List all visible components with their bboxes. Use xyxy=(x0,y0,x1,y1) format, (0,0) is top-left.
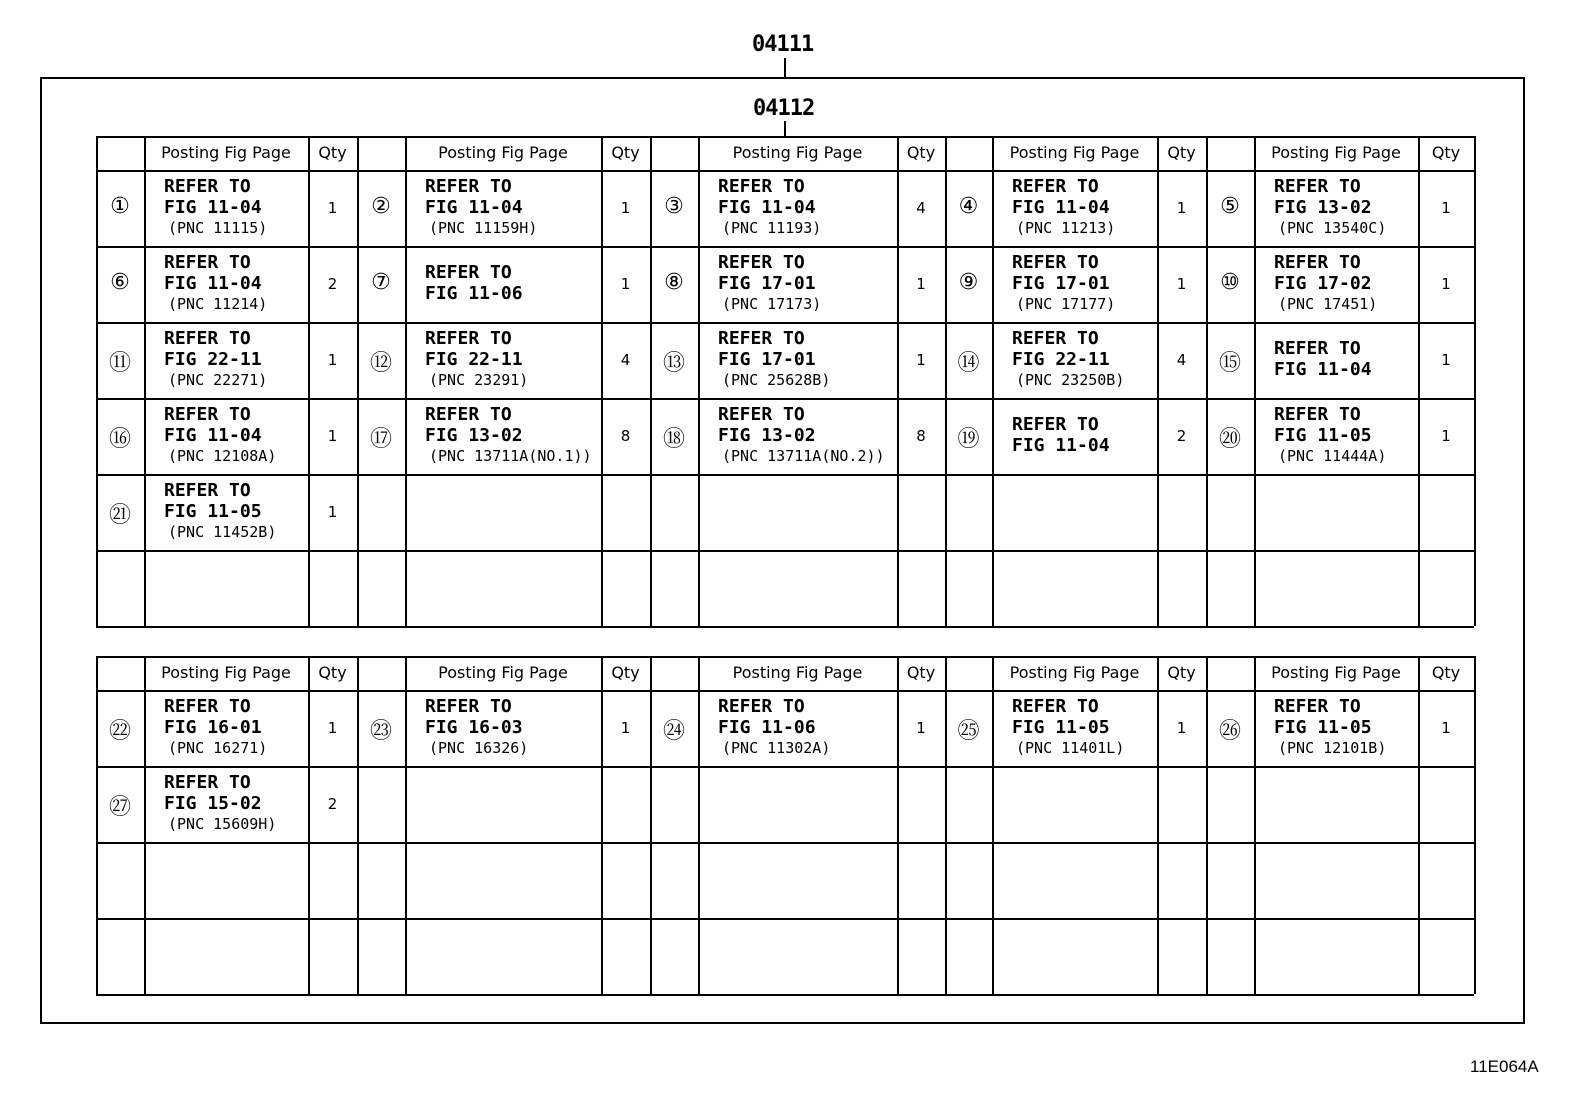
pnc-text: (PNC 16271) xyxy=(168,738,268,757)
qty-value: 1 xyxy=(916,719,926,737)
pnc-text: (PNC 13540C) xyxy=(1278,218,1387,237)
table-grid-vline xyxy=(1418,656,1420,994)
qty-value: 1 xyxy=(327,199,338,217)
pnc-text: (PNC 17451) xyxy=(1278,294,1378,313)
table-grid-hline xyxy=(96,690,1474,692)
refer-to-text: REFER TO xyxy=(425,327,512,349)
reference-cell xyxy=(718,696,830,759)
reference-cell xyxy=(164,772,276,835)
fig-reference-link[interactable]: FIG 11-06 xyxy=(425,283,523,304)
fig-reference-link[interactable]: FIG 11-05 xyxy=(1012,716,1110,738)
qty-value: 2 xyxy=(1176,427,1187,445)
table-grid-vline xyxy=(405,656,407,994)
fig-reference-link[interactable]: FIG 11-05 xyxy=(164,500,262,522)
pnc-text: (PNC 12108A) xyxy=(168,446,277,465)
table-grid-vline xyxy=(897,656,899,994)
item-callout-number: ⑯ xyxy=(108,427,131,452)
table-grid-hline xyxy=(96,994,1474,996)
table-grid-vline xyxy=(992,656,994,994)
reference-cell xyxy=(1274,176,1386,239)
header-qty: Qty xyxy=(318,663,347,682)
fig-reference-link[interactable]: FIG 16-01 xyxy=(164,716,262,738)
header-posting-fig-page: Posting Fig Page xyxy=(161,143,291,162)
table-grid-vline xyxy=(405,136,407,626)
qty-value: 4 xyxy=(916,199,926,217)
reference-cell xyxy=(164,328,267,391)
refer-to-text: REFER TO xyxy=(718,695,805,717)
item-callout-number: ⑩ xyxy=(1220,270,1240,295)
refer-to-text: REFER TO xyxy=(164,771,251,793)
refer-to-text: REFER TO xyxy=(164,327,251,349)
pnc-text: (PNC 11452B) xyxy=(168,522,277,541)
refer-to-text: REFER TO xyxy=(718,327,805,349)
qty-value: 1 xyxy=(1176,199,1187,217)
pnc-text: (PNC 25628B) xyxy=(722,370,831,389)
assembly-label-inner: 04112 xyxy=(753,96,815,121)
item-callout-number: ① xyxy=(110,194,130,219)
table-grid-hline xyxy=(96,842,1474,844)
fig-reference-link[interactable]: FIG 11-04 xyxy=(164,196,262,218)
qty-value: 1 xyxy=(327,351,338,369)
refer-to-text: REFER TO xyxy=(1274,695,1361,717)
header-qty: Qty xyxy=(611,663,640,682)
header-qty: Qty xyxy=(906,143,936,162)
table-grid-hline xyxy=(96,550,1474,552)
pnc-text: (PNC 23250B) xyxy=(1016,370,1125,389)
refer-to-text: REFER TO xyxy=(164,175,251,197)
pnc-text: (PNC 13711A(NO.2)) xyxy=(722,446,885,465)
refer-to-text: REFER TO xyxy=(1012,695,1099,717)
qty-value: 1 xyxy=(620,719,631,737)
header-qty: Qty xyxy=(318,143,347,162)
reference-cell xyxy=(425,176,537,239)
pnc-text: (PNC 17173) xyxy=(722,294,822,313)
item-callout-number: ③ xyxy=(664,194,684,219)
pnc-text: (PNC 12101B) xyxy=(1278,738,1387,757)
table-grid-vline xyxy=(308,656,310,994)
qty-value: 1 xyxy=(1176,275,1187,293)
reference-cell xyxy=(718,404,885,467)
pnc-text: (PNC 11193) xyxy=(722,218,822,237)
table-grid-hline xyxy=(96,626,1474,628)
pnc-text: (PNC 11444A) xyxy=(1278,446,1387,465)
table-grid-vline xyxy=(601,656,603,994)
reference-cell xyxy=(425,696,528,759)
refer-to-text: REFER TO xyxy=(1012,175,1099,197)
table-grid-vline xyxy=(945,656,947,994)
table-grid-vline xyxy=(1157,656,1159,994)
refer-to-text: REFER TO xyxy=(718,251,805,273)
fig-reference-link[interactable]: FIG 11-04 xyxy=(164,272,262,294)
pnc-text: (PNC 11401L) xyxy=(1016,738,1125,757)
pnc-text: (PNC 11115) xyxy=(168,218,268,237)
table-grid-vline xyxy=(698,656,700,994)
refer-to-text: REFER TO xyxy=(1274,175,1361,197)
header-qty: Qty xyxy=(611,143,640,162)
qty-value: 1 xyxy=(620,199,631,217)
header-posting-fig-page: Posting Fig Page xyxy=(1009,143,1140,162)
qty-value: 1 xyxy=(1441,199,1451,217)
inner-connector-line xyxy=(784,121,786,137)
table-grid-hline xyxy=(96,766,1474,768)
table-grid-vline xyxy=(144,136,146,626)
qty-value: 1 xyxy=(916,275,926,293)
pnc-text: (PNC 11214) xyxy=(168,294,268,313)
fig-reference-link[interactable]: FIG 13-02 xyxy=(718,424,816,446)
item-callout-number: ④ xyxy=(958,194,979,219)
refer-to-text: REFER TO xyxy=(1274,403,1361,425)
reference-cell xyxy=(164,176,267,239)
refer-to-text: REFER TO xyxy=(1012,251,1099,273)
header-posting-fig-page: Posting Fig Page xyxy=(732,143,863,162)
refer-to-text: REFER TO xyxy=(164,251,251,273)
table-grid-vline xyxy=(650,656,652,994)
reference-cell xyxy=(1012,414,1110,456)
table-grid-vline xyxy=(1474,136,1476,626)
reference-cell xyxy=(1012,176,1115,239)
header-qty: Qty xyxy=(1167,663,1196,682)
figure-code: 11E064A xyxy=(1470,1057,1539,1076)
qty-value: 1 xyxy=(327,719,338,737)
item-callout-number: ⑧ xyxy=(664,270,684,295)
fig-reference-link[interactable]: FIG 11-04 xyxy=(1274,359,1372,380)
qty-value: 1 xyxy=(1441,275,1451,293)
fig-reference-link[interactable]: FIG 11-04 xyxy=(164,424,262,446)
fig-reference-link[interactable]: FIG 13-02 xyxy=(425,424,523,446)
header-posting-fig-page: Posting Fig Page xyxy=(161,663,291,682)
assembly-label-outer: 04111 xyxy=(752,32,814,57)
pnc-text: (PNC 11159H) xyxy=(429,218,538,237)
item-callout-number: ⑬ xyxy=(662,351,685,376)
fig-reference-link[interactable]: FIG 17-01 xyxy=(718,272,816,294)
refer-to-text: REFER TO xyxy=(164,403,251,425)
item-callout-number: ㉗ xyxy=(108,795,131,820)
refer-to-text: REFER TO xyxy=(425,262,512,283)
qty-value: 1 xyxy=(916,351,926,369)
reference-cell xyxy=(1274,404,1386,467)
outer-connector-line xyxy=(784,58,786,78)
qty-value: 1 xyxy=(620,275,631,293)
qty-value: 1 xyxy=(1176,719,1187,737)
qty-value: 1 xyxy=(327,503,338,521)
refer-to-text: REFER TO xyxy=(1012,327,1099,349)
refer-to-text: REFER TO xyxy=(425,695,512,717)
item-callout-number: ⑤ xyxy=(1220,194,1240,219)
fig-reference-link[interactable]: FIG 11-04 xyxy=(718,196,816,218)
refer-to-text: REFER TO xyxy=(1274,338,1361,359)
reference-cell xyxy=(1274,696,1386,759)
qty-value: 1 xyxy=(1441,351,1451,369)
refer-to-text: REFER TO xyxy=(164,695,251,717)
table-grid-hline xyxy=(96,398,1474,400)
fig-reference-link[interactable]: FIG 11-06 xyxy=(718,716,816,738)
fig-reference-link[interactable]: FIG 11-04 xyxy=(1012,196,1110,218)
qty-value: 4 xyxy=(620,351,631,369)
table-grid-hline xyxy=(96,918,1474,920)
table-grid-vline xyxy=(1206,656,1208,994)
header-qty: Qty xyxy=(906,663,936,682)
item-callout-number: ㉓ xyxy=(369,719,392,744)
qty-value: 1 xyxy=(1441,719,1451,737)
reference-cell xyxy=(718,176,821,239)
reference-cell xyxy=(425,262,523,304)
qty-value: 1 xyxy=(327,427,338,445)
refer-to-text: REFER TO xyxy=(425,403,512,425)
pnc-text: (PNC 15609H) xyxy=(168,814,277,833)
refer-to-text: REFER TO xyxy=(164,479,251,501)
reference-cell xyxy=(1012,252,1115,315)
pnc-text: (PNC 13711A(NO.1)) xyxy=(429,446,592,465)
table-grid-vline xyxy=(144,656,146,994)
header-posting-fig-page: Posting Fig Page xyxy=(1271,663,1401,682)
item-callout-number: ㉖ xyxy=(1218,719,1241,744)
table-grid-hline xyxy=(96,246,1474,248)
fig-reference-link[interactable]: FIG 22-11 xyxy=(425,348,523,370)
header-qty: Qty xyxy=(1431,663,1461,682)
reference-cell xyxy=(1274,252,1377,315)
item-callout-number: ⑭ xyxy=(957,351,980,376)
refer-to-text: REFER TO xyxy=(718,175,805,197)
item-callout-number: ⑥ xyxy=(110,270,130,295)
qty-value: 1 xyxy=(1441,427,1451,445)
table-grid-vline xyxy=(1474,656,1476,994)
fig-reference-link[interactable]: FIG 13-02 xyxy=(1274,196,1372,218)
item-callout-number: ⑨ xyxy=(958,270,979,295)
header-posting-fig-page: Posting Fig Page xyxy=(438,143,568,162)
fig-reference-link[interactable]: FIG 15-02 xyxy=(164,792,262,814)
fig-reference-link[interactable]: FIG 16-03 xyxy=(425,716,523,738)
pnc-text: (PNC 16326) xyxy=(429,738,529,757)
header-qty: Qty xyxy=(1431,143,1461,162)
pnc-text: (PNC 23291) xyxy=(429,370,529,389)
table-grid-vline xyxy=(1254,136,1256,626)
reference-cell xyxy=(164,480,276,543)
table-grid-vline xyxy=(1254,656,1256,994)
fig-reference-link[interactable]: FIG 11-04 xyxy=(425,196,523,218)
item-callout-number: ⑦ xyxy=(371,270,391,295)
qty-value: 8 xyxy=(620,427,631,445)
table-grid-hline xyxy=(96,322,1474,324)
table-grid-vline xyxy=(96,656,98,994)
qty-value: 4 xyxy=(1176,351,1187,369)
item-callout-number: ㉕ xyxy=(957,719,980,744)
fig-reference-link[interactable]: FIG 11-05 xyxy=(1274,716,1372,738)
reference-cell xyxy=(1274,338,1372,380)
table-grid-vline xyxy=(992,136,994,626)
reference-cell xyxy=(164,404,276,467)
reference-cell xyxy=(718,328,830,391)
item-callout-number: ㉑ xyxy=(108,503,131,528)
item-callout-number: ㉒ xyxy=(108,719,131,744)
pnc-text: (PNC 11302A) xyxy=(722,738,831,757)
reference-cell xyxy=(164,696,267,759)
reference-cell xyxy=(164,252,267,315)
table-grid-hline xyxy=(96,170,1474,172)
table-grid-vline xyxy=(698,136,700,626)
header-posting-fig-page: Posting Fig Page xyxy=(732,663,863,682)
fig-reference-link[interactable]: FIG 17-02 xyxy=(1274,272,1372,294)
pnc-text: (PNC 11213) xyxy=(1016,218,1116,237)
item-callout-number: ⑱ xyxy=(662,427,685,452)
reference-cell xyxy=(425,404,592,467)
pnc-text: (PNC 22271) xyxy=(168,370,268,389)
qty-value: 2 xyxy=(327,275,338,293)
refer-to-text: REFER TO xyxy=(1274,251,1361,273)
header-qty: Qty xyxy=(1167,143,1196,162)
pnc-text: (PNC 17177) xyxy=(1016,294,1116,313)
fig-reference-link[interactable]: FIG 17-01 xyxy=(718,348,816,370)
table-grid-hline xyxy=(96,474,1474,476)
header-posting-fig-page: Posting Fig Page xyxy=(438,663,568,682)
fig-reference-link[interactable]: FIG 11-05 xyxy=(1274,424,1372,446)
refer-to-text: REFER TO xyxy=(1012,414,1099,435)
item-callout-number: ⑰ xyxy=(369,427,392,452)
item-callout-number: ⑪ xyxy=(108,351,131,376)
fig-reference-link[interactable]: FIG 11-04 xyxy=(1012,435,1110,456)
fig-reference-link[interactable]: FIG 22-11 xyxy=(1012,348,1110,370)
reference-cell xyxy=(718,252,821,315)
fig-reference-link[interactable]: FIG 22-11 xyxy=(164,348,262,370)
item-callout-number: ㉔ xyxy=(662,719,685,744)
fig-reference-link[interactable]: FIG 17-01 xyxy=(1012,272,1110,294)
qty-value: 2 xyxy=(327,795,338,813)
reference-cell xyxy=(1012,328,1124,391)
refer-to-text: REFER TO xyxy=(718,403,805,425)
table-grid-vline xyxy=(357,656,359,994)
item-callout-number: ② xyxy=(371,194,391,219)
item-callout-number: ⑳ xyxy=(1218,427,1241,452)
item-callout-number: ⑫ xyxy=(369,351,392,376)
refer-to-text: REFER TO xyxy=(425,175,512,197)
reference-cell xyxy=(425,328,528,391)
item-callout-number: ⑲ xyxy=(957,427,980,452)
item-callout-number: ⑮ xyxy=(1218,351,1241,376)
header-posting-fig-page: Posting Fig Page xyxy=(1009,663,1140,682)
header-posting-fig-page: Posting Fig Page xyxy=(1271,143,1401,162)
reference-cell xyxy=(1012,696,1124,759)
qty-value: 8 xyxy=(916,427,926,445)
